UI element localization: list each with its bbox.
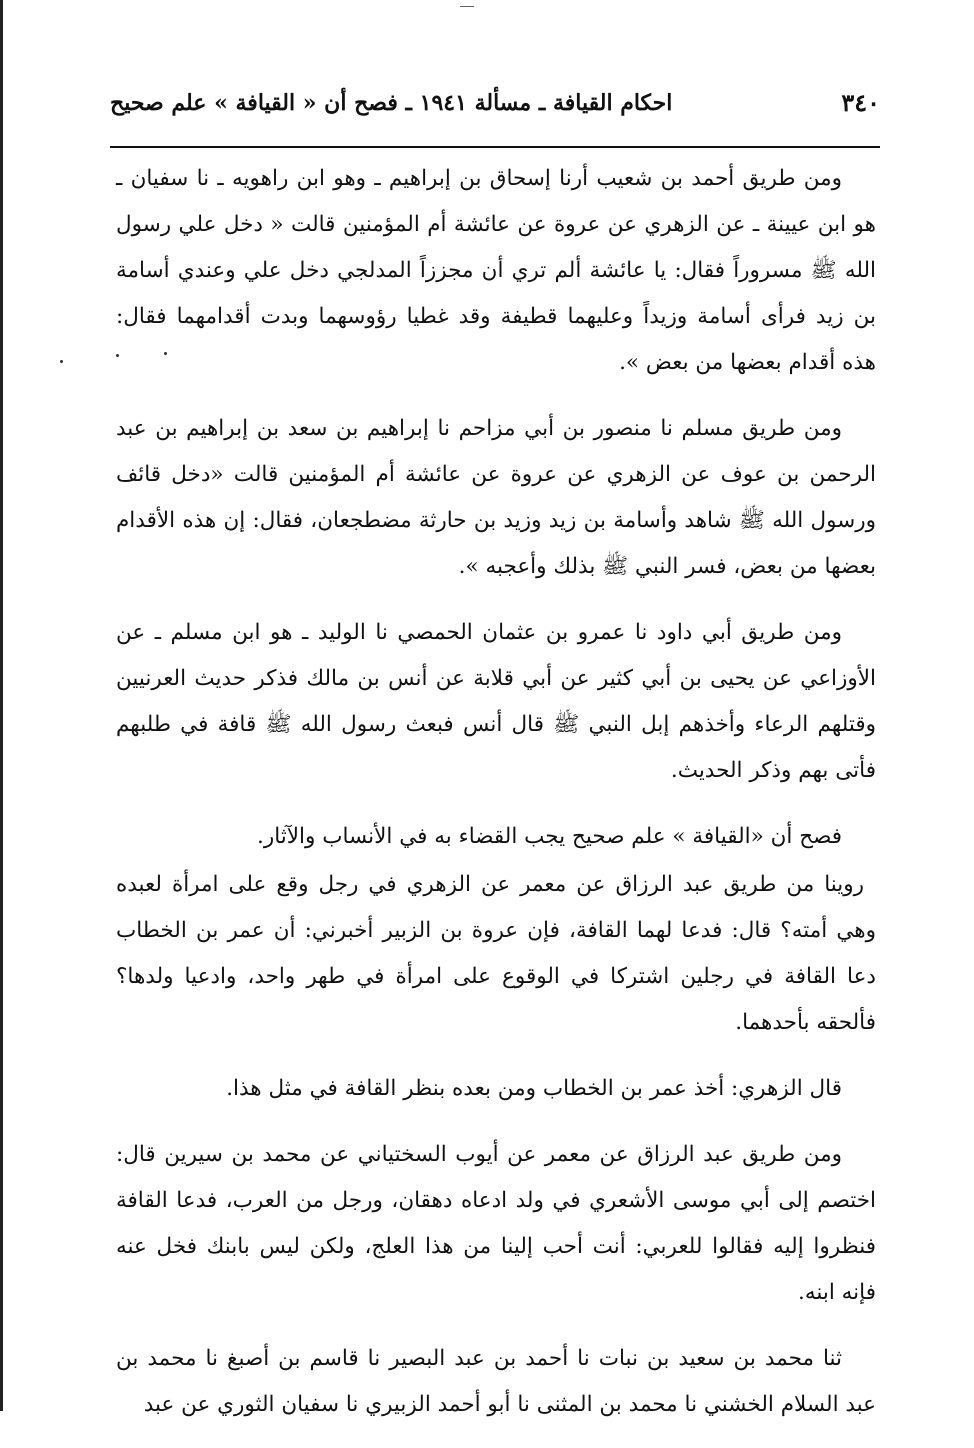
paragraph: فصح أن «القيافة » علم صحيح يجب القضاء به في الأنساب والآثار. xyxy=(257,824,842,849)
running-title: احكام القيافة ـ مسألة ١٩٤١ ـ فصح أن « القيافة » علم صحيح xyxy=(110,90,673,116)
header-rule xyxy=(110,146,880,148)
page-number: ٣٤٠ xyxy=(841,88,880,117)
top-crop-mark xyxy=(460,0,474,7)
body-text xyxy=(116,156,876,1448)
page-left-edge xyxy=(0,0,3,1411)
paragraph: قال الزهري: أخذ عمر بن الخطاب ومن بعده بنظر القافة في مثل هذا. xyxy=(226,1076,842,1101)
page-header xyxy=(110,88,880,132)
paragraph: ثنا محمد بن سعيد بن نبات نا أحمد بن عبد البصير نا قاسم بن أصبغ نا محمد بن عبد السلام الخشني نا محمد بن المثنى نا أبو أحمد الزبيري نا سفيان الثوري عن عبد xyxy=(116,1346,876,1417)
paragraph: ومن طريق عبد الرزاق عن معمر عن أيوب السختياني عن محمد بن سيرين قال: اختصم إلى أبي موسى الأشعري في ولد ادعاه دهقان، ورجل من العرب، فدعا القافة فنظروا إليه فقالوا للعربي: أنت أحب إلينا من هذا العلج، ولكن ليس بابنك فخل عنه فإنه ابنه. xyxy=(116,1142,876,1305)
paragraph: روينا من طريق عبد الرزاق عن معمر عن الزهري في رجل وقع على امرأة لعبده وهي أمته؟ قال: فدعا لهما القافة، فإن عروة بن الزبير أخبرني: أن عمر بن الخطاب دعا القافة في رجلين اشتركا في الوقوع على امرأة في طهر واحد، وادعيا ولدها؟ فألحقه بأحدهما. xyxy=(116,872,876,1035)
paragraph: ومن طريق أحمد بن شعيب أرنا إسحاق بن إبراهيم ـ وهو ابن راهويه ـ نا سفيان ـ هو ابن عيينة ـ عن الزهري عن عروة عن عائشة أم المؤمنين قالت « دخل علي رسول الله ﷺ مسروراً فقال: يا عائشة ألم تري أن مجززاً المدلجي دخل علي وعندي أسامة بن زيد فرأى أسامة وزيداً وعليهما قطيفة وقد غطيا رؤوسهما وبدت أقدامهما فقال: هذه أقدام بعضها من بعض ». xyxy=(116,166,876,375)
paragraph: ومن طريق مسلم نا منصور بن أبي مزاحم نا إبراهيم بن سعد بن إبراهيم بن عبد الرحمن بن عوف عن الزهري عن عروة عن عائشة أم المؤمنين قالت «دخل قائف ورسول الله ﷺ شاهد وأسامة بن زيد وزيد بن حارثة مضطجعان، فقال: إن هذه الأقدام بعضها من بعض، فسر النبي ﷺ بذلك وأعجبه ». xyxy=(116,416,876,579)
paragraph: ومن طريق أبي داود نا عمرو بن عثمان الحمصي نا الوليد ـ هو ابن مسلم ـ عن الأوزاعي عن يحيى بن أبي كثير عن أبي قلابة عن أنس بن مالك فذكر حديث العرنيين وقتلهم الرعاء وأخذهم إبل النبي ﷺ قال أنس فبعث رسول الله ﷺ قافة في طلبهم فأتى بهم وذكر الحديث. xyxy=(116,620,876,783)
